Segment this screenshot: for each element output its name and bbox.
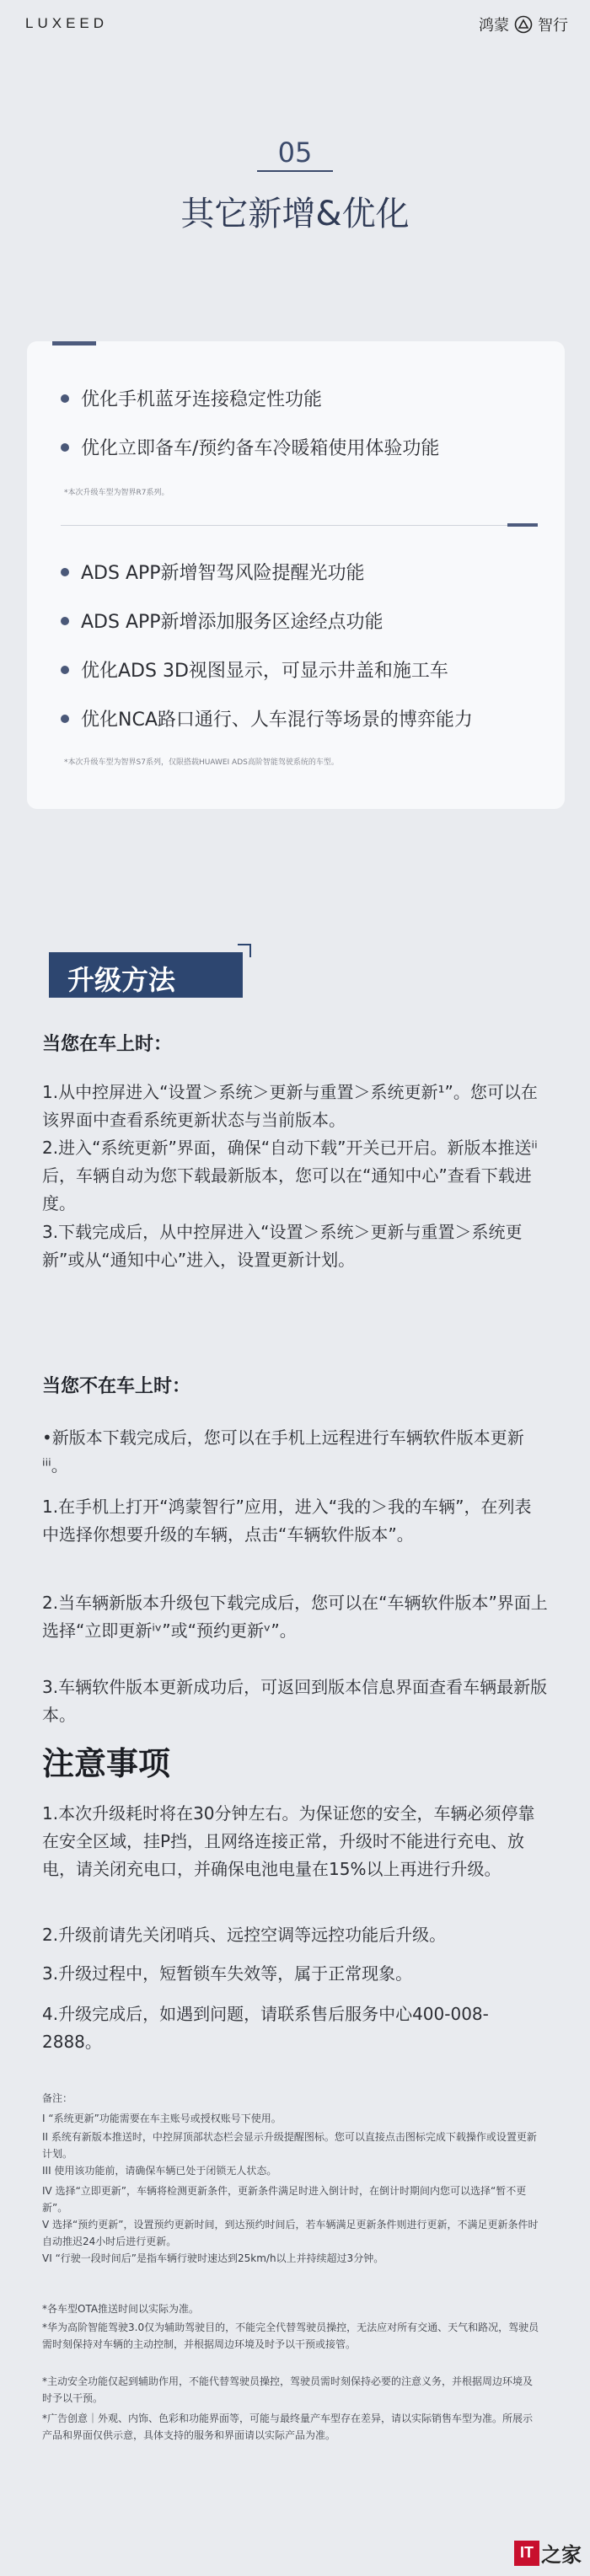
section-divider xyxy=(257,170,333,172)
feature-text: ADS APP新增智驾风险提醒光功能 xyxy=(81,563,365,584)
feature-item xyxy=(61,559,365,585)
in-car-step: 1.从中控屏进入“设置＞系统＞更新与重置＞系统更新¹”。您可以在该界面中查看系统更新状态与当前版本。 xyxy=(42,1082,538,1130)
feature-item xyxy=(61,434,439,460)
card-divider xyxy=(61,525,516,526)
remark-item: V 选择“预约更新”，设置预约更新时间，到达预约时间后，若车辆满足更新条件则进行更新，不满足更新条件时自动推迟24小时后进行更新。 xyxy=(42,2219,539,2247)
ithome-text: 之家 xyxy=(541,2543,582,2567)
notice-item: 2.升级前请先关闭哨兵、远控空调等远控功能后升级。 xyxy=(42,1925,447,1945)
feature-item xyxy=(61,385,322,411)
not-in-car-step: •新版本下载完成后，您可以在手机上远程进行车辆软件版本更新ⁱⁱⁱ。 xyxy=(42,1427,524,1475)
in-car-heading: 当您在车上时： xyxy=(42,1034,173,1055)
remarks-heading: 备注： xyxy=(42,2092,73,2104)
ithome-logo: IT xyxy=(514,2541,539,2566)
upgrade-method-title: 升级方法 xyxy=(67,964,176,996)
in-car-step: 3.下载完成后，从中控屏进入“设置＞系统＞更新与重置＞系统更新”或从“通知中心”进入，设置更新计划。 xyxy=(42,1222,523,1270)
remark-item: VI “行驶一段时间后”是指车辆行驶时速达到25km/h以上并持续超过3分钟。 xyxy=(42,2252,384,2264)
not-in-car-step: 1.在手机上打开“鸿蒙智行”应用，进入“我的＞我的车辆”，在列表中选择你想要升级的车辆，点击“车辆软件版本”。 xyxy=(42,1497,532,1545)
ithome-watermark xyxy=(514,2538,582,2568)
luxeed-logo: LUXEED xyxy=(25,15,109,31)
remark-item: IV 选择“立即更新”，车辆将检测更新条件，更新条件满足时进入倒计时，在倒计时期间内您可以选择“暂不更新”。 xyxy=(42,2185,527,2214)
heading-corner-decoration xyxy=(238,944,251,957)
remark-item: III 使用该功能前，请确保车辆已处于闭锁无人状态。 xyxy=(42,2165,277,2177)
footnote: *广告创意｜外观、内饰、色彩和功能界面等，可能与最终量产车型存在差异，请以实际销售车型为准。所展示产品和界面仅供示意，具体支持的服务和界面请以实际产品为准。 xyxy=(42,2413,534,2441)
card-note: *本次升级车型为智界R7系列。 xyxy=(64,489,169,497)
bullet-dot-icon xyxy=(61,617,69,625)
notice-item: 4.升级完成后，如遇到问题，请联系售后服务中心400-008-2888。 xyxy=(42,2004,489,2052)
remark-item: I “系统更新”功能需要在车主账号或授权账号下使用。 xyxy=(42,2113,282,2124)
notice-heading: 注意事项 xyxy=(42,1745,171,1782)
card-divider-accent xyxy=(507,523,538,527)
footnote: *各车型OTA推送时间以实际为准。 xyxy=(42,2303,200,2315)
in-car-step: 2.进入“系统更新”界面，确保“自动下载”开关已开启。新版本推送ⁱⁱ后，车辆自动为您下载最新版本，您可以在“通知中心”查看下载进度。 xyxy=(42,1138,538,1213)
section-number: 05 xyxy=(277,137,313,169)
feature-text: 优化ADS 3D视图显示，可显示井盖和施工车 xyxy=(81,661,448,682)
notice-item: 1.本次升级耗时将在30分钟左右。为保证您的安全，车辆必须停靠在安全区域，挂P挡，且网络连接正常，升级时不能进行充电、放电，请关闭充电口，并确保电池电量在15%以上再进行升级。 xyxy=(42,1803,535,1879)
footnote: *华为高阶智能驾驶3.0仅为辅助驾驶目的，不能完全代替驾驶员操控，无法应对所有交通、天气和路况，驾驶员需时刻保持对车辆的主动控制，并根据周边环境及时予以干预或接管。 xyxy=(42,2322,539,2350)
feature-text: 优化手机蓝牙连接稳定性功能 xyxy=(81,389,323,410)
notice-item: 3.升级过程中，短暂锁车失效等，属于正常现象。 xyxy=(42,1963,413,1984)
bullet-dot-icon xyxy=(61,715,69,723)
card-accent xyxy=(52,341,96,345)
header xyxy=(0,0,590,52)
features-card xyxy=(27,341,565,809)
feature-item xyxy=(61,656,448,683)
not-in-car-step: 2.当车辆新版本升级包下载完成后，您可以在“车辆软件版本”界面上选择“立即更新ⁱᵛ”或“预约更新ᵛ”。 xyxy=(42,1593,548,1641)
feature-text: ADS APP新增添加服务区途经点功能 xyxy=(81,612,384,633)
hima-logo-icon xyxy=(514,15,533,34)
feature-item xyxy=(61,705,473,731)
feature-text: 优化NCA路口通行、人车混行等场景的博弈能力 xyxy=(81,710,473,731)
feature-item xyxy=(61,608,384,634)
bullet-dot-icon xyxy=(61,568,69,576)
not-in-car-heading: 当您不在车上时： xyxy=(42,1376,191,1397)
bullet-dot-icon xyxy=(61,394,69,403)
brand-harmony: 鸿蒙 xyxy=(479,17,509,35)
brand-zhixing: 智行 xyxy=(538,17,568,35)
footnote: *主动安全功能仅起到辅助作用，不能代替驾驶员操控，驾驶员需时刻保持必要的注意义务，并根据周边环境及时予以干预。 xyxy=(42,2375,534,2404)
not-in-car-step: 3.车辆软件版本更新成功后，可返回到版本信息界面查看车辆最新版本。 xyxy=(42,1677,548,1725)
card-note: *本次升级车型为智界S7系列，仅限搭载HUAWEI ADS高阶智能驾驶系统的车型。 xyxy=(64,758,339,767)
bullet-dot-icon xyxy=(61,666,69,674)
feature-text: 优化立即备车/预约备车冷暖箱使用体验功能 xyxy=(81,438,440,459)
harmony-brand xyxy=(479,13,568,35)
bullet-dot-icon xyxy=(61,443,69,452)
remark-item: II 系统有新版本推送时，中控屏顶部状态栏会显示升级提醒图标。您可以直接点击图标完成下载操作或设置更新计划。 xyxy=(42,2131,537,2160)
upgrade-method-heading xyxy=(49,952,243,998)
section-title: 其它新增&优化 xyxy=(180,195,410,233)
